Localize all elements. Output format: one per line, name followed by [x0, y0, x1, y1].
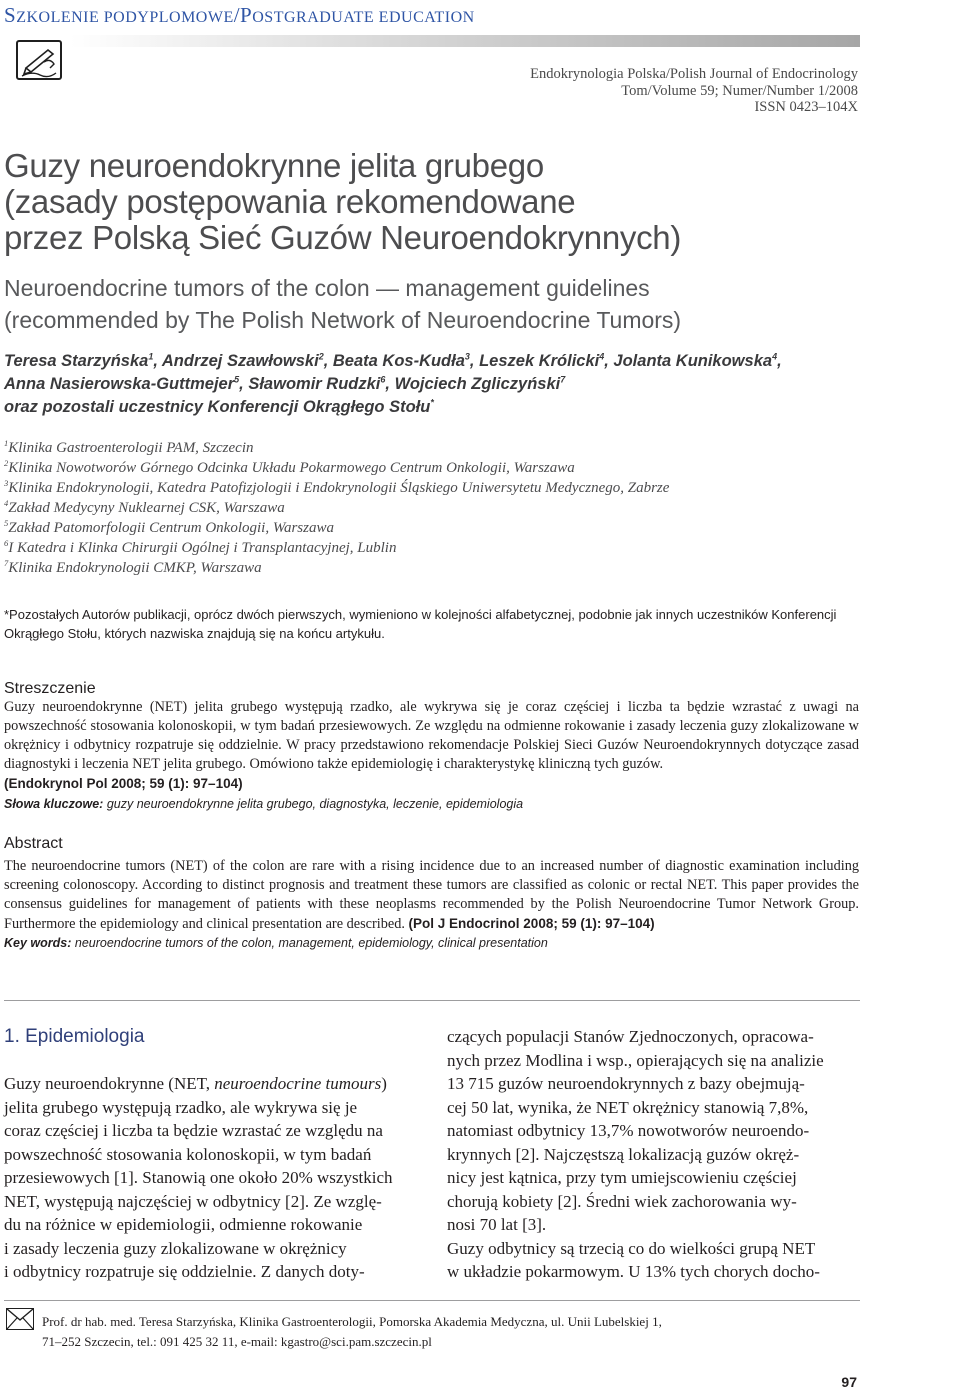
journal-issn: ISSN 0423–104X [754, 99, 858, 115]
body-line [4, 1072, 418, 1096]
epidemiology-heading: 1. Epidemiologia [4, 1026, 145, 1047]
body-line: i odbytnicy rozpatruje się oddzielnie. Z danych doty- [4, 1262, 365, 1281]
affiliation-text: Klinika Gastroenterologii PAM, Szczecin [8, 440, 254, 456]
author-affiliation-ref: 6 [380, 374, 386, 385]
author-affiliation-ref: 3 [464, 351, 470, 362]
body-text: ) [381, 1074, 387, 1093]
body-line: coraz częściej i liczba ta będzie wzrastać ze względu na [4, 1121, 383, 1140]
affiliation-item [4, 538, 669, 558]
body-line: nych przez Modlina i wsp., opierających się na analizie [447, 1050, 824, 1070]
author-name: Wojciech Zgliczyński [394, 375, 561, 393]
author-line-1 [4, 350, 954, 373]
title-english-line: Neuroendocrine tumors of the colon — management guidelines [4, 275, 650, 301]
journal-name: Endokrynologia Polska/Polish Journal of Endocrinology [530, 66, 858, 82]
correspondence-line: Prof. dr hab. med. Teresa Starzyńska, Klinika Gastroenterologii, Pomorska Akademia Medyczna, ul. Unii Lubelskiej 1, [42, 1314, 662, 1329]
body-line: czących populacji Stanów Zjednoczonych, opracowa- [447, 1027, 814, 1046]
body-line: nicy jest kątnica, przy tym umiejscowieniu częściej [447, 1168, 797, 1187]
affiliation-num: 4 [4, 498, 9, 508]
affiliation-text: I Katedra i Klinka Chirurgii Ogólnej i Transplantacyjnej, Lublin [8, 540, 397, 556]
author-line-2 [4, 373, 954, 396]
body-line: krynnych [2]. Najczęstszą lokalizacją guzów okręż- [447, 1144, 800, 1164]
author-affiliation-ref: 7 [560, 374, 566, 385]
affiliation-num: 5 [4, 518, 9, 528]
title-polish [4, 148, 681, 256]
footer-divider [4, 1300, 860, 1301]
body-line: i zasady leczenia guzy zlokalizowane w okrężnicy [4, 1238, 347, 1258]
body-italic-term: neuroendocrine tumours [214, 1074, 382, 1093]
section-label: SZKOLENIE PODYPLOMOWE/POSTGRADUATE EDUCATION [4, 3, 475, 27]
author-name: Teresa Starzyńska [4, 352, 149, 370]
header-gradient-bar [70, 35, 860, 47]
affiliation-item [4, 458, 669, 478]
affiliation-num: 6 [4, 538, 9, 548]
abstract-body: The neuroendocrine tumors (NET) of the colon are rare with a rising incidence due to an increased number of diagnostic examination including screening colonoscopy. According to distinct prognosis and treatment these tumors are classified as colonic or rectal NET. This paper provides the consensus guidelines for management of patients with these neoplasms recommended by the Polish Neuroendocrine Tumor Network Group. Furthermore the epidemiology and clinical presentation are described. [4, 858, 859, 932]
author-affiliation-ref: 4 [599, 351, 605, 362]
title-polish-line: (zasady postępowania rekomendowane [4, 183, 576, 220]
page-number: 97 [841, 1374, 857, 1390]
title-english [4, 272, 681, 336]
author-separator: , [239, 375, 249, 393]
affiliation-text: Klinika Nowotworów Górnego Odcinka Układu Pokarmowego Centrum Onkologii, Warszawa [8, 460, 575, 476]
affiliation-text: Klinika Endokrynologii CMKP, Warszawa [8, 560, 262, 576]
affiliation-item [4, 438, 669, 458]
authors-footnote [4, 606, 954, 643]
body-column-right [447, 1025, 859, 1284]
keywords-label: Key words: [4, 936, 72, 950]
author-affiliation-ref: 1 [148, 351, 154, 362]
body-line: w układzie pokarmowym. U 13% tych chorych docho- [447, 1262, 820, 1281]
title-english-line: (recommended by The Polish Network of Neuroendocrine Tumors) [4, 307, 682, 333]
title-polish-line: przez Polską Sieć Guzów Neuroendokrynnych) [4, 219, 682, 256]
body-column-left [4, 1072, 418, 1284]
writing-hand-icon [16, 40, 62, 80]
streszczenie-citation: (Endokrynol Pol 2008; 59 (1): 97–104) [4, 776, 243, 791]
author-name: Sławomir Rudzki [248, 375, 381, 393]
author-separator: , [153, 352, 162, 370]
author-line-3 [4, 396, 954, 419]
body-line: chorują kobiety [2]. Średni wiek zachorowania wy- [447, 1191, 797, 1211]
affiliation-num: 2 [4, 458, 9, 468]
author-list [4, 350, 954, 419]
streszczenie-heading: Streszczenie [4, 680, 96, 697]
author-separator: , [604, 352, 614, 370]
body-text: Guzy neuroendokrynne (NET, [4, 1074, 215, 1093]
author-affiliation-ref: 5 [234, 374, 240, 385]
author-name: Jolanta Kunikowska [613, 352, 773, 370]
body-line: cej 50 lat, wynika, że NET okrężnicy stanowią 7,8%, [447, 1097, 809, 1117]
keywords-label: Słowa kluczowe: [4, 797, 104, 811]
author-name: Anna Nasierowska-Guttmejer [4, 375, 235, 393]
body-line: du na różnice w epidemiologii, odmienne rokowanie [4, 1215, 363, 1234]
affiliation-num: 3 [4, 478, 9, 488]
streszczenie-keywords [4, 797, 523, 811]
streszczenie-body: Guzy neuroendokrynne (NET) jelita grubego występują rzadko, ale wykrywa się je coraz częściej i liczba ta będzie wzrastać z uwagi na powszechność stosowania kolonoskopii, w tym badań przesiewowych. Ze względu na odmienne rokowanie i zasady leczenia guzy zlokalizowane w okrężnicy i odbytnicy rozpatruje się oddzielnie. W pracy przedstawiono rekomendacje Polskiej Sieci Guzów Neuroendokrynnych dotyczące zasad diagnostyki i leczenia NET jelita grubego. Omówiono także epidemiologię i charakterystykę kliniczną tych guzów. [4, 699, 859, 772]
affiliation-text: Zakład Medycyny Nuklearnej CSK, Warszawa [8, 500, 285, 516]
journal-info [530, 66, 858, 116]
authors-extra-footnote-ref: * [430, 397, 434, 408]
streszczenie-text [4, 698, 859, 794]
affiliation-item [4, 518, 669, 538]
body-line: powszechność stosowania kolonoskopii, w tym badań [4, 1144, 372, 1164]
correspondence-line: 71–252 Szczecin, tel.: 091 425 32 11, e-mail: kgastro@sci.pam.szczecin.pl [42, 1334, 432, 1349]
affiliation-item [4, 558, 669, 578]
author-separator: , [777, 352, 782, 370]
body-line: 13 715 guzów neuroendokrynnych z bazy obejmują- [447, 1074, 805, 1093]
abstract-heading: Abstract [4, 835, 63, 852]
affiliation-list [4, 438, 669, 578]
author-separator: , [385, 375, 395, 393]
affiliation-num: 1 [4, 438, 9, 448]
body-line: Guzy odbytnicy są trzecią co do wielkości grupą NET [447, 1238, 816, 1258]
abstract-keywords [4, 936, 548, 950]
abstract-text [4, 857, 859, 934]
title-polish-line: Guzy neuroendokrynne jelita grubego [4, 147, 544, 184]
body-line: jelita grubego występują rzadko, ale wykrywa się je [4, 1097, 358, 1117]
affiliation-text: Klinika Endokrynologii, Katedra Patofizjologii i Endokrynologii Śląskiego Uniwersytetu Medycznego, Zabrze [8, 480, 670, 496]
affiliation-item [4, 478, 669, 498]
body-line: natomiast odbytnicy 13,7% nowotworów neuroendo- [447, 1121, 810, 1140]
section-divider [4, 1000, 860, 1001]
correspondence-address [42, 1312, 662, 1352]
envelope-icon [6, 1308, 34, 1330]
author-name: Leszek Królicki [479, 352, 600, 370]
body-line: NET, występują najczęściej w odbytnicy [2]. Ze wzglę- [4, 1191, 382, 1211]
body-line: nosi 70 lat [3]. [447, 1215, 547, 1234]
author-separator: , [469, 352, 480, 370]
keywords-text: guzy neuroendokrynne jelita grubego, diagnostyka, leczenie, epidemiologia [106, 797, 524, 811]
journal-volume: Tom/Volume 59; Numer/Number 1/2008 [621, 82, 858, 99]
authors-footnote-line: Okrągłego Stołu, których nazwiska znajdują się na końcu artykułu. [4, 625, 385, 641]
affiliation-text: Zakład Patomorfologii Centrum Onkologii, Warszawa [8, 520, 334, 536]
authors-footnote-line: *Pozostałych Autorów publikacji, oprócz dwóch pierwszych, wymieniono w kolejności alfabetycznej, podobnie jak innych uczestników Konferencji [4, 607, 837, 622]
author-separator: , [323, 352, 333, 370]
author-affiliation-ref: 4 [772, 351, 778, 362]
author-name: Andrzej Szawłowski [161, 352, 319, 370]
abstract-citation: (Pol J Endocrinol 2008; 59 (1): 97–104) [408, 916, 655, 931]
author-affiliation-ref: 2 [318, 351, 324, 362]
keywords-text: neuroendocrine tumors of the colon, management, epidemiology, clinical presentation [74, 936, 548, 950]
affiliation-item [4, 498, 669, 518]
body-line: przesiewowych [1]. Stanowią one około 20% wszystkich [4, 1168, 393, 1187]
affiliation-num: 7 [4, 558, 9, 568]
author-name: Beata Kos-Kudła [332, 352, 465, 370]
authors-extra: oraz pozostali uczestnicy Konferencji Okrągłego Stołu [4, 398, 431, 416]
